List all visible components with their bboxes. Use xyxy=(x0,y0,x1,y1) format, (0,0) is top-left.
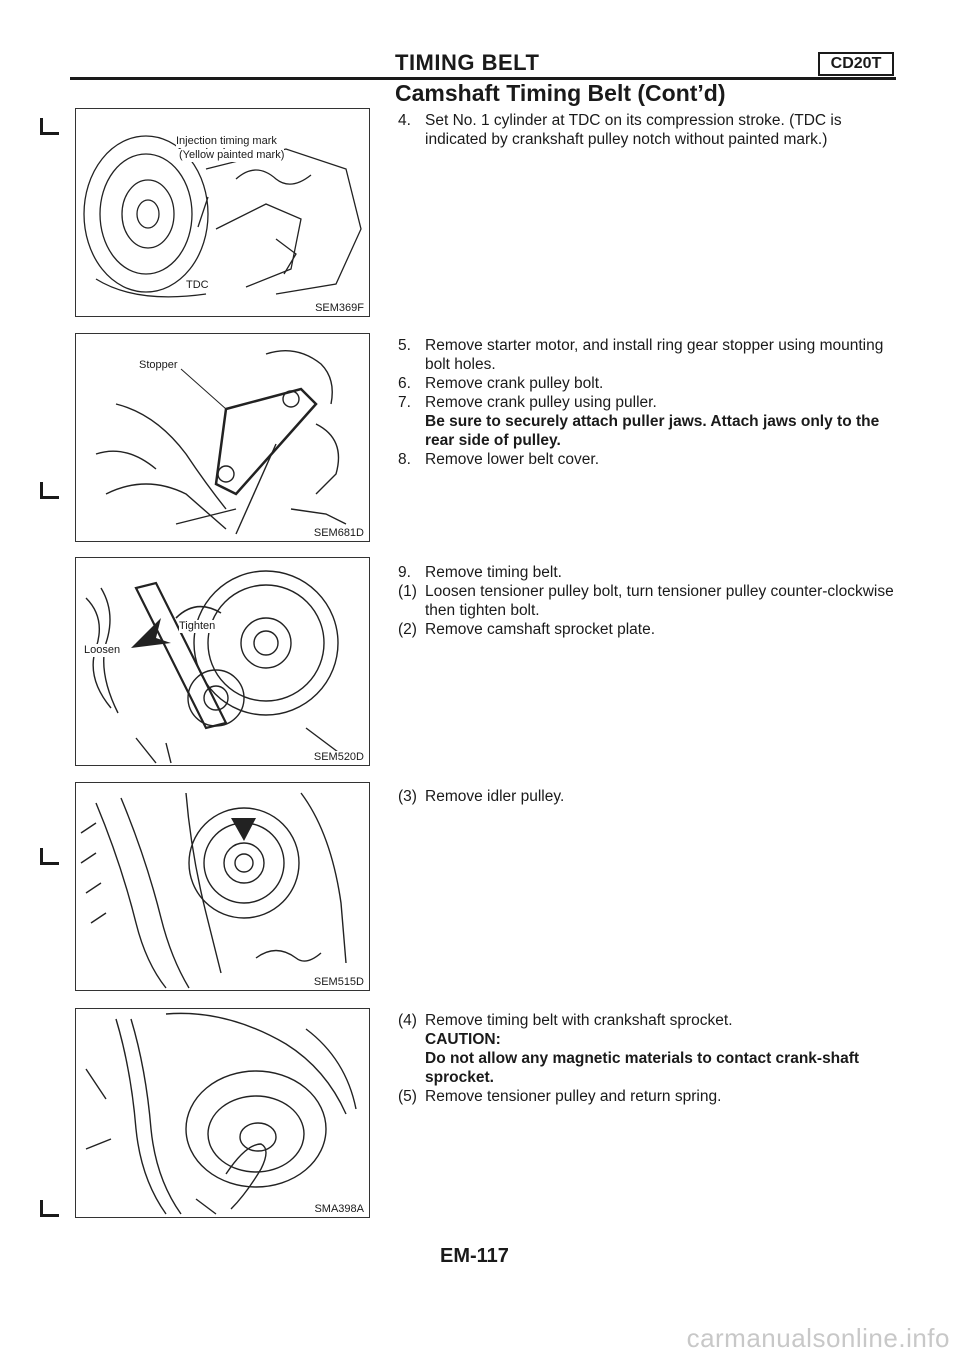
step-text: Remove crank pulley bolt. xyxy=(425,375,604,392)
step-number: 8. xyxy=(398,451,411,468)
figure-idler-pulley xyxy=(75,782,370,991)
tensioner-illustration xyxy=(76,558,369,765)
step-group-4 xyxy=(398,111,898,149)
step-item xyxy=(398,1011,898,1030)
step-number: 4. xyxy=(398,112,411,129)
step-item xyxy=(398,336,898,374)
figure-code: SMA398A xyxy=(314,1203,364,1215)
step-group-9 xyxy=(398,563,898,639)
idler-pulley-illustration xyxy=(76,783,369,990)
figure-label: TDC xyxy=(186,279,209,291)
step-text: Remove tensioner pulley and return spring. xyxy=(425,1088,722,1105)
step-number: 5. xyxy=(398,337,411,354)
step-item xyxy=(398,787,898,806)
figure-label: Stopper xyxy=(139,359,178,371)
figure-code: SEM681D xyxy=(313,527,364,539)
step-number: 7. xyxy=(398,394,411,411)
figure-label: Injection timing mark xyxy=(176,135,277,147)
step-note: Be sure to securely attach puller jaws. Attach jaws only to the rear side of pulley. xyxy=(425,413,880,449)
step-number: (5) xyxy=(398,1088,417,1105)
engine-badge: CD20T xyxy=(818,52,894,76)
figure-label: Tighten xyxy=(179,620,216,632)
step-number: (3) xyxy=(398,788,417,805)
page-title: TIMING BELT xyxy=(395,50,540,75)
step-text: Remove camshaft sprocket plate. xyxy=(425,621,656,638)
step-text: Remove timing belt. xyxy=(425,564,562,581)
figure-code: SEM520D xyxy=(313,751,364,763)
step-item xyxy=(398,1087,898,1106)
margin-mark xyxy=(40,118,59,135)
step-item xyxy=(398,393,898,412)
margin-mark xyxy=(40,848,59,865)
step-group-5-8 xyxy=(398,336,898,469)
step-text: Set No. 1 cylinder at TDC on its compression stroke. (TDC is indicated by crankshaft pulley notch without painted mark.) xyxy=(425,112,842,148)
step-item xyxy=(398,374,898,393)
step-number: (4) xyxy=(398,1012,417,1029)
step-number: (2) xyxy=(398,621,417,638)
margin-mark xyxy=(40,1200,59,1217)
step-item xyxy=(398,563,898,582)
step-number: 9. xyxy=(398,564,411,581)
step-item xyxy=(398,582,898,620)
figure-label: (Yellow painted mark) xyxy=(179,149,285,161)
step-number: 6. xyxy=(398,375,411,392)
section-title: Camshaft Timing Belt (Cont’d) xyxy=(395,80,726,106)
figure-crank-pulley-tdc xyxy=(75,108,370,317)
step-text: Remove lower belt cover. xyxy=(425,451,600,468)
step-item xyxy=(398,620,898,639)
step-text: Remove idler pulley. xyxy=(425,788,565,805)
figure-tensioner-pulley xyxy=(75,557,370,766)
margin-mark xyxy=(40,482,59,499)
watermark: carmanualsonline.info xyxy=(686,1323,950,1353)
step-text: Remove starter motor, and install ring gear stopper using mounting bolt holes. xyxy=(425,337,884,373)
figure-label: Loosen xyxy=(84,644,121,656)
step-group-idler xyxy=(398,787,898,806)
step-text: Remove crank pulley using puller. xyxy=(425,394,657,411)
crank-sprocket-illustration xyxy=(76,1009,369,1217)
figure-code: SEM369F xyxy=(315,302,364,314)
step-number: (1) xyxy=(398,583,417,600)
stopper-illustration xyxy=(76,334,369,541)
page-number: EM-117 xyxy=(440,1245,509,1267)
step-item xyxy=(398,111,898,149)
caution-label: CAUTION: xyxy=(425,1031,501,1048)
step-group-belt-removal xyxy=(398,1011,898,1106)
figure-code: SEM515D xyxy=(313,976,364,988)
step-text: Loosen tensioner pulley bolt, turn tensioner pulley counter-clockwise then tighten bolt. xyxy=(425,583,894,619)
figure-crankshaft-sprocket xyxy=(75,1008,370,1218)
step-item xyxy=(398,450,898,469)
caution-text: Do not allow any magnetic materials to contact crank-shaft sprocket. xyxy=(425,1050,860,1086)
figure-ring-gear-stopper xyxy=(75,333,370,542)
step-text: Remove timing belt with crankshaft sprocket. xyxy=(425,1012,733,1029)
